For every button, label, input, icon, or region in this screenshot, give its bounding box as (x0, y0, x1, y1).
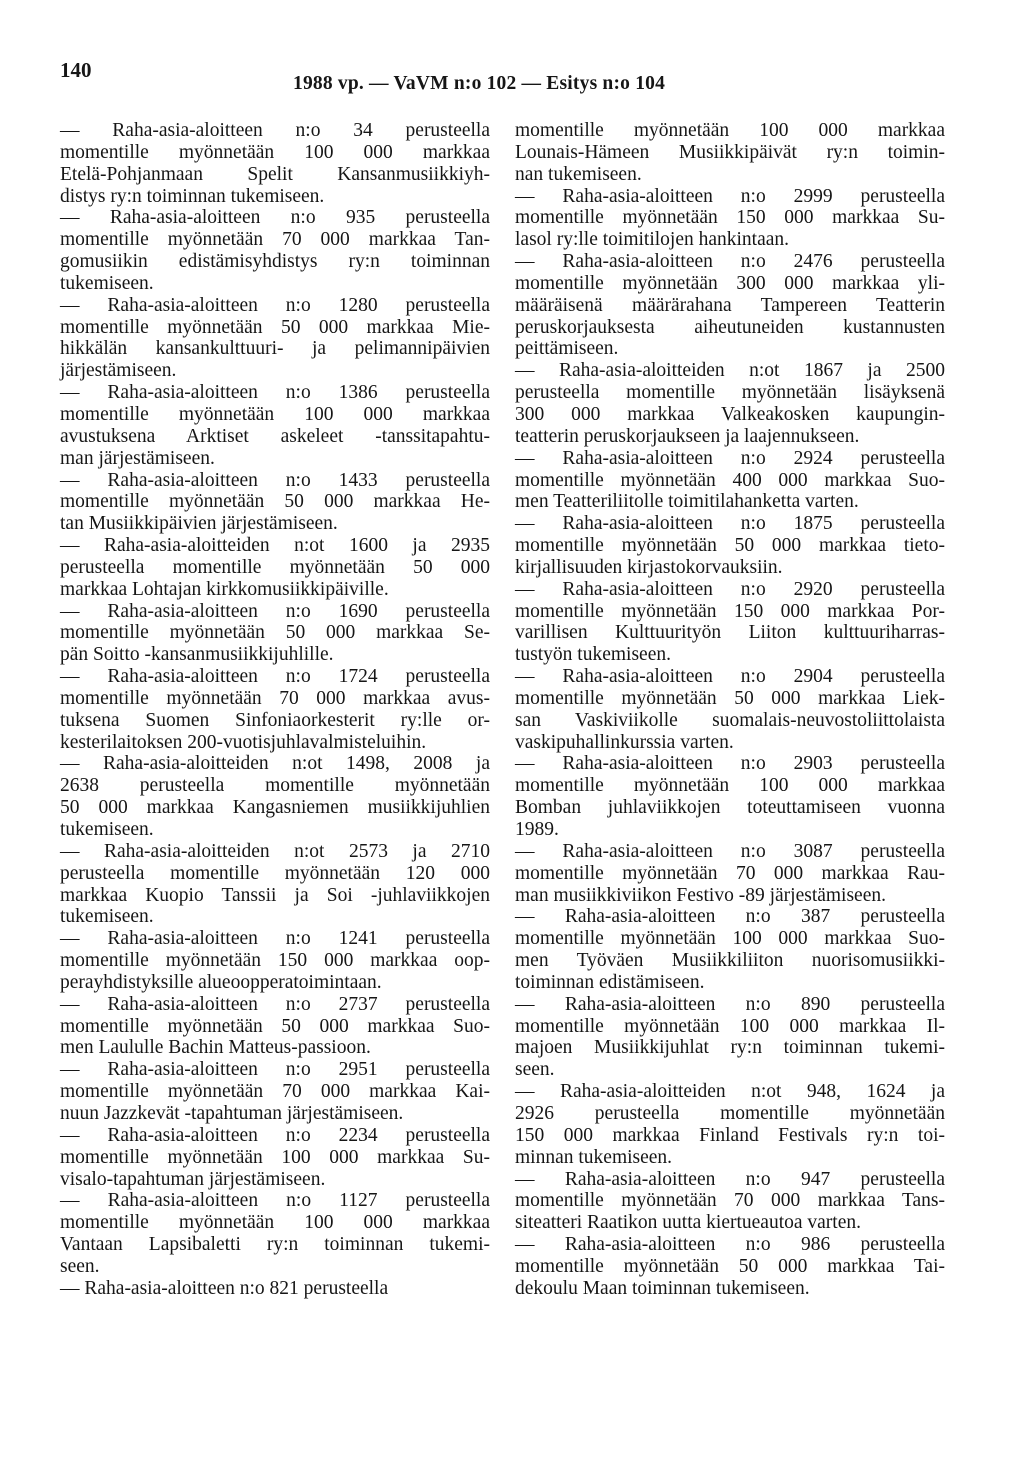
text-line: Bomban juhlaviikkojen toteuttamiseen vuonna (515, 797, 945, 819)
paragraph (515, 841, 945, 907)
text-line: distys ry:n toiminnan tukemiseen. (60, 185, 325, 207)
text-line: momentille myönnetään 50 000 markkaa Se- (60, 622, 490, 644)
text-line: momentille myönnetään 70 000 markkaa Tans- (515, 1190, 945, 1212)
text-line: — Raha-asia-aloitteen n:o 34 perusteella (60, 120, 490, 141)
text-line: momentille myönnetään 50 000 markkaa Liek- (515, 687, 945, 709)
text-line: — Raha-asia-aloitteen n:o 1433 perusteella (60, 469, 490, 491)
text-line: tukemiseen. (60, 819, 154, 840)
text-line: perayhdistyksille alueoopperatoimintaan. (60, 971, 382, 993)
text-line: 150 000 markkaa Finland Festivals ry:n toi- (515, 1124, 945, 1146)
text-line: tan Musiikkipäivien järjestämiseen. (60, 513, 338, 535)
text-line: peittämiseen. (515, 338, 619, 360)
text-line: momentille myönnetään 100 000 markkaa (515, 120, 945, 141)
text-line: san Vaskiviikolle suomalais-neuvostoliittolaista (515, 709, 945, 731)
text-line: momentille myönnetään 100 000 markkaa Il- (515, 1015, 945, 1037)
text-line: seen. (60, 1255, 100, 1277)
text-line: vaskipuhallinkurssia varten. (515, 731, 734, 753)
paragraph (515, 753, 945, 840)
paragraph (60, 1190, 490, 1277)
text-line: 2638 perusteella momentille myönnetään (60, 775, 490, 797)
text-line: — Raha-asia-aloitteen n:o 2904 perusteella (515, 666, 945, 688)
text-line: määräisenä määrärahana Tampereen Teatterin (515, 294, 945, 316)
text-line: perusteella momentille myönnetään 120 000 (60, 862, 490, 884)
text-line: majoen Musiikkijuhlat ry:n toiminnan tukemi- (515, 1037, 945, 1059)
text-line: pän Soitto -kansanmusiikkijuhlille. (60, 644, 334, 666)
text-line: toiminnan edistämiseen. (515, 971, 705, 993)
paragraph (60, 994, 490, 1060)
text-line: tuksena Suomen Sinfoniaorkesterit ry:lle or- (60, 709, 490, 731)
text-line: men Teatteriliitolle toimitilahanketta varten. (515, 491, 859, 513)
text-line: markkaa Lohtajan kirkkomusiikkipäiville. (60, 578, 389, 600)
text-line: momentille myönnetään 100 000 markkaa (60, 141, 490, 163)
text-line: — Raha-asia-aloitteiden n:ot 2573 ja 2710 (60, 840, 490, 862)
text-line: tustyön tukemiseen. (515, 644, 671, 666)
text-line: lasol ry:lle toimitilojen hankintaan. (515, 229, 790, 251)
text-line: kirjallisuuden kirjastokorvauksiin. (515, 556, 783, 578)
text-line: momentille myönnetään 100 000 markkaa (60, 403, 490, 425)
text-line: — Raha-asia-aloitteen n:o 890 perusteella (515, 993, 945, 1015)
text-line: Etelä-Pohjanmaan Spelit Kansanmusiikkiyh- (60, 163, 490, 185)
text-line: — Raha-asia-aloitteen n:o 2737 perusteella (60, 993, 490, 1015)
text-line: momentille myönnetään 50 000 markkaa Mie- (60, 316, 490, 338)
paragraph (60, 382, 490, 469)
text-line: — Raha-asia-aloitteen n:o 821 perusteella (60, 1277, 389, 1299)
text-line: momentille myönnetään 100 000 markkaa Su- (60, 1146, 490, 1168)
text-line: momentille myönnetään 50 000 markkaa tieto- (515, 535, 945, 557)
text-line: kesterilaitoksen 200-vuotisjuhlavalmisteluihin. (60, 731, 427, 753)
paragraph (60, 928, 490, 994)
text-line: seen. (515, 1059, 555, 1081)
text-line: — Raha-asia-aloitteen n:o 2951 perusteella (60, 1059, 490, 1081)
paragraph (60, 120, 490, 207)
text-line: — Raha-asia-aloitteen n:o 1875 perusteella (515, 513, 945, 535)
text-line: man järjestämiseen. (60, 447, 215, 469)
text-line: — Raha-asia-aloitteen n:o 1241 perusteella (60, 928, 490, 950)
text-line: siteatteri Raatikon uutta kiertueautoa varten. (515, 1212, 861, 1234)
text-line: — Raha-asia-aloitteen n:o 2476 perusteella (515, 251, 945, 273)
paragraph (515, 666, 945, 753)
text-line: perusteella momentille myönnetään 50 000 (60, 556, 490, 578)
text-line: perusteella momentille myönnetään lisäyksenä (515, 382, 945, 404)
text-line: nan tukemiseen. (515, 163, 642, 185)
text-line: 1989. (515, 819, 559, 840)
text-line: momentille myönnetään 100 000 markkaa (60, 1212, 490, 1234)
paragraph (60, 1278, 490, 1300)
paragraph (515, 906, 945, 993)
text-line: Lounais-Hämeen Musiikkipäivät ry:n toimin- (515, 141, 945, 163)
text-line: — Raha-asia-aloitteen n:o 1127 perusteella (60, 1190, 490, 1212)
text-line: Vantaan Lapsibaletti ry:n toiminnan tukemi- (60, 1234, 490, 1256)
text-line: momentille myönnetään 50 000 markkaa Suo- (60, 1015, 490, 1037)
paragraph (60, 535, 490, 601)
text-line: momentille myönnetään 70 000 markkaa Tan- (60, 229, 490, 251)
text-line: järjestämiseen. (60, 360, 177, 382)
text-line: momentille myönnetään 400 000 markkaa Suo- (515, 469, 945, 491)
paragraph (60, 753, 490, 840)
text-line: dekoulu Maan toiminnan tukemiseen. (515, 1277, 810, 1299)
paragraph (515, 448, 945, 514)
text-line: momentille myönnetään 50 000 markkaa He- (60, 491, 490, 513)
text-line: man musiikkiviikon Festivo -89 järjestämiseen. (515, 884, 886, 906)
text-line: — Raha-asia-aloitteen n:o 3087 perusteella (515, 840, 945, 862)
text-line: — Raha-asia-aloitteen n:o 1724 perusteella (60, 666, 490, 688)
text-line: — Raha-asia-aloitteiden n:ot 1498, 2008 ja (60, 753, 490, 775)
text-line: — Raha-asia-aloitteen n:o 2920 perusteella (515, 578, 945, 600)
paragraph (60, 666, 490, 753)
text-line: — Raha-asia-aloitteiden n:ot 948, 1624 ja (515, 1081, 945, 1103)
text-line: markkaa Kuopio Tanssii ja Soi -juhlaviikkojen (60, 884, 490, 906)
text-line: — Raha-asia-aloitteen n:o 2903 perusteella (515, 753, 945, 775)
text-line: 2926 perusteella momentille myönnetään (515, 1102, 945, 1124)
paragraph (515, 1234, 945, 1300)
text-line: hikkälän kansankulttuuri- ja pelimannipäivien (60, 338, 490, 360)
paragraph (515, 579, 945, 666)
paragraph (515, 186, 945, 252)
paragraph (515, 1081, 945, 1168)
text-line: momentille myönnetään 150 000 markkaa oop- (60, 950, 490, 972)
text-line: — Raha-asia-aloitteen n:o 1690 perusteella (60, 600, 490, 622)
text-line: momentille myönnetään 150 000 markkaa Su- (515, 207, 945, 229)
text-line: 50 000 markkaa Kangasniemen musiikkijuhlien (60, 797, 490, 819)
text-line: nuun Jazzkevät -tapahtuman järjestämiseen. (60, 1102, 404, 1124)
text-line: momentille myönnetään 70 000 markkaa Rau- (515, 862, 945, 884)
running-head: 1988 vp. — VaVM n:o 102 — Esitys n:o 104 (293, 73, 666, 94)
paragraph (515, 994, 945, 1081)
text-line: momentille myönnetään 300 000 markkaa yli- (515, 272, 945, 294)
text-line: — Raha-asia-aloitteen n:o 935 perusteella (60, 207, 490, 229)
text-line: — Raha-asia-aloitteen n:o 2999 perusteella (515, 185, 945, 207)
text-line: — Raha-asia-aloitteen n:o 1280 perusteella (60, 294, 490, 316)
text-line: momentille myönnetään 50 000 markkaa Tai- (515, 1255, 945, 1277)
paragraph (60, 1125, 490, 1191)
text-line: men Laululle Bachin Matteus-passioon. (60, 1037, 371, 1059)
paragraph (515, 513, 945, 579)
text-line: tukemiseen. (60, 272, 154, 294)
left-column (60, 120, 490, 1300)
page-number: 140 (60, 58, 92, 82)
text-line: momentille myönnetään 70 000 markkaa avus- (60, 687, 490, 709)
text-line: visalo-tapahtuman järjestämiseen. (60, 1168, 326, 1190)
text-line: teatterin peruskorjaukseen ja laajennukseen. (515, 425, 860, 447)
text-line: momentille myönnetään 70 000 markkaa Kai- (60, 1081, 490, 1103)
paragraph (60, 295, 490, 382)
text-line: avustuksena Arktiset askeleet -tanssitapahtu- (60, 425, 490, 447)
paragraph (515, 1169, 945, 1235)
text-line: peruskorjauksesta aiheutuneiden kustannusten (515, 316, 945, 338)
text-line: minnan tukemiseen. (515, 1146, 673, 1168)
text-line: — Raha-asia-aloitteen n:o 2924 perusteella (515, 447, 945, 469)
text-line: men Työväen Musiikkiliiton nuorisomusiikki- (515, 950, 945, 972)
text-line: 300 000 markkaa Valkeakosken kaupungin- (515, 403, 945, 425)
right-column (515, 120, 945, 1300)
text-line: — Raha-asia-aloitteen n:o 1386 perusteella (60, 382, 490, 404)
text-line: momentille myönnetään 100 000 markkaa (515, 775, 945, 797)
text-line: momentille myönnetään 150 000 markkaa Por- (515, 600, 945, 622)
paragraph (60, 1059, 490, 1125)
text-line: momentille myönnetään 100 000 markkaa Suo- (515, 928, 945, 950)
paragraph (60, 470, 490, 536)
text-line: gomusiikin edistämisyhdistys ry:n toiminnan (60, 251, 490, 273)
paragraph (515, 251, 945, 360)
text-line: — Raha-asia-aloitteen n:o 2234 perusteella (60, 1124, 490, 1146)
paragraph (60, 841, 490, 928)
text-line: — Raha-asia-aloitteiden n:ot 1600 ja 2935 (60, 535, 490, 557)
paragraph (60, 601, 490, 667)
text-line: — Raha-asia-aloitteen n:o 986 perusteella (515, 1234, 945, 1256)
text-line: — Raha-asia-aloitteiden n:ot 1867 ja 2500 (515, 360, 945, 382)
text-line: — Raha-asia-aloitteen n:o 387 perusteella (515, 906, 945, 928)
paragraph (515, 360, 945, 447)
text-line: — Raha-asia-aloitteen n:o 947 perusteella (515, 1168, 945, 1190)
text-line: varillisen Kulttuurityön Liiton kulttuuriharras- (515, 622, 945, 644)
paragraph (60, 207, 490, 294)
text-line: tukemiseen. (60, 906, 154, 928)
paragraph (515, 120, 945, 186)
